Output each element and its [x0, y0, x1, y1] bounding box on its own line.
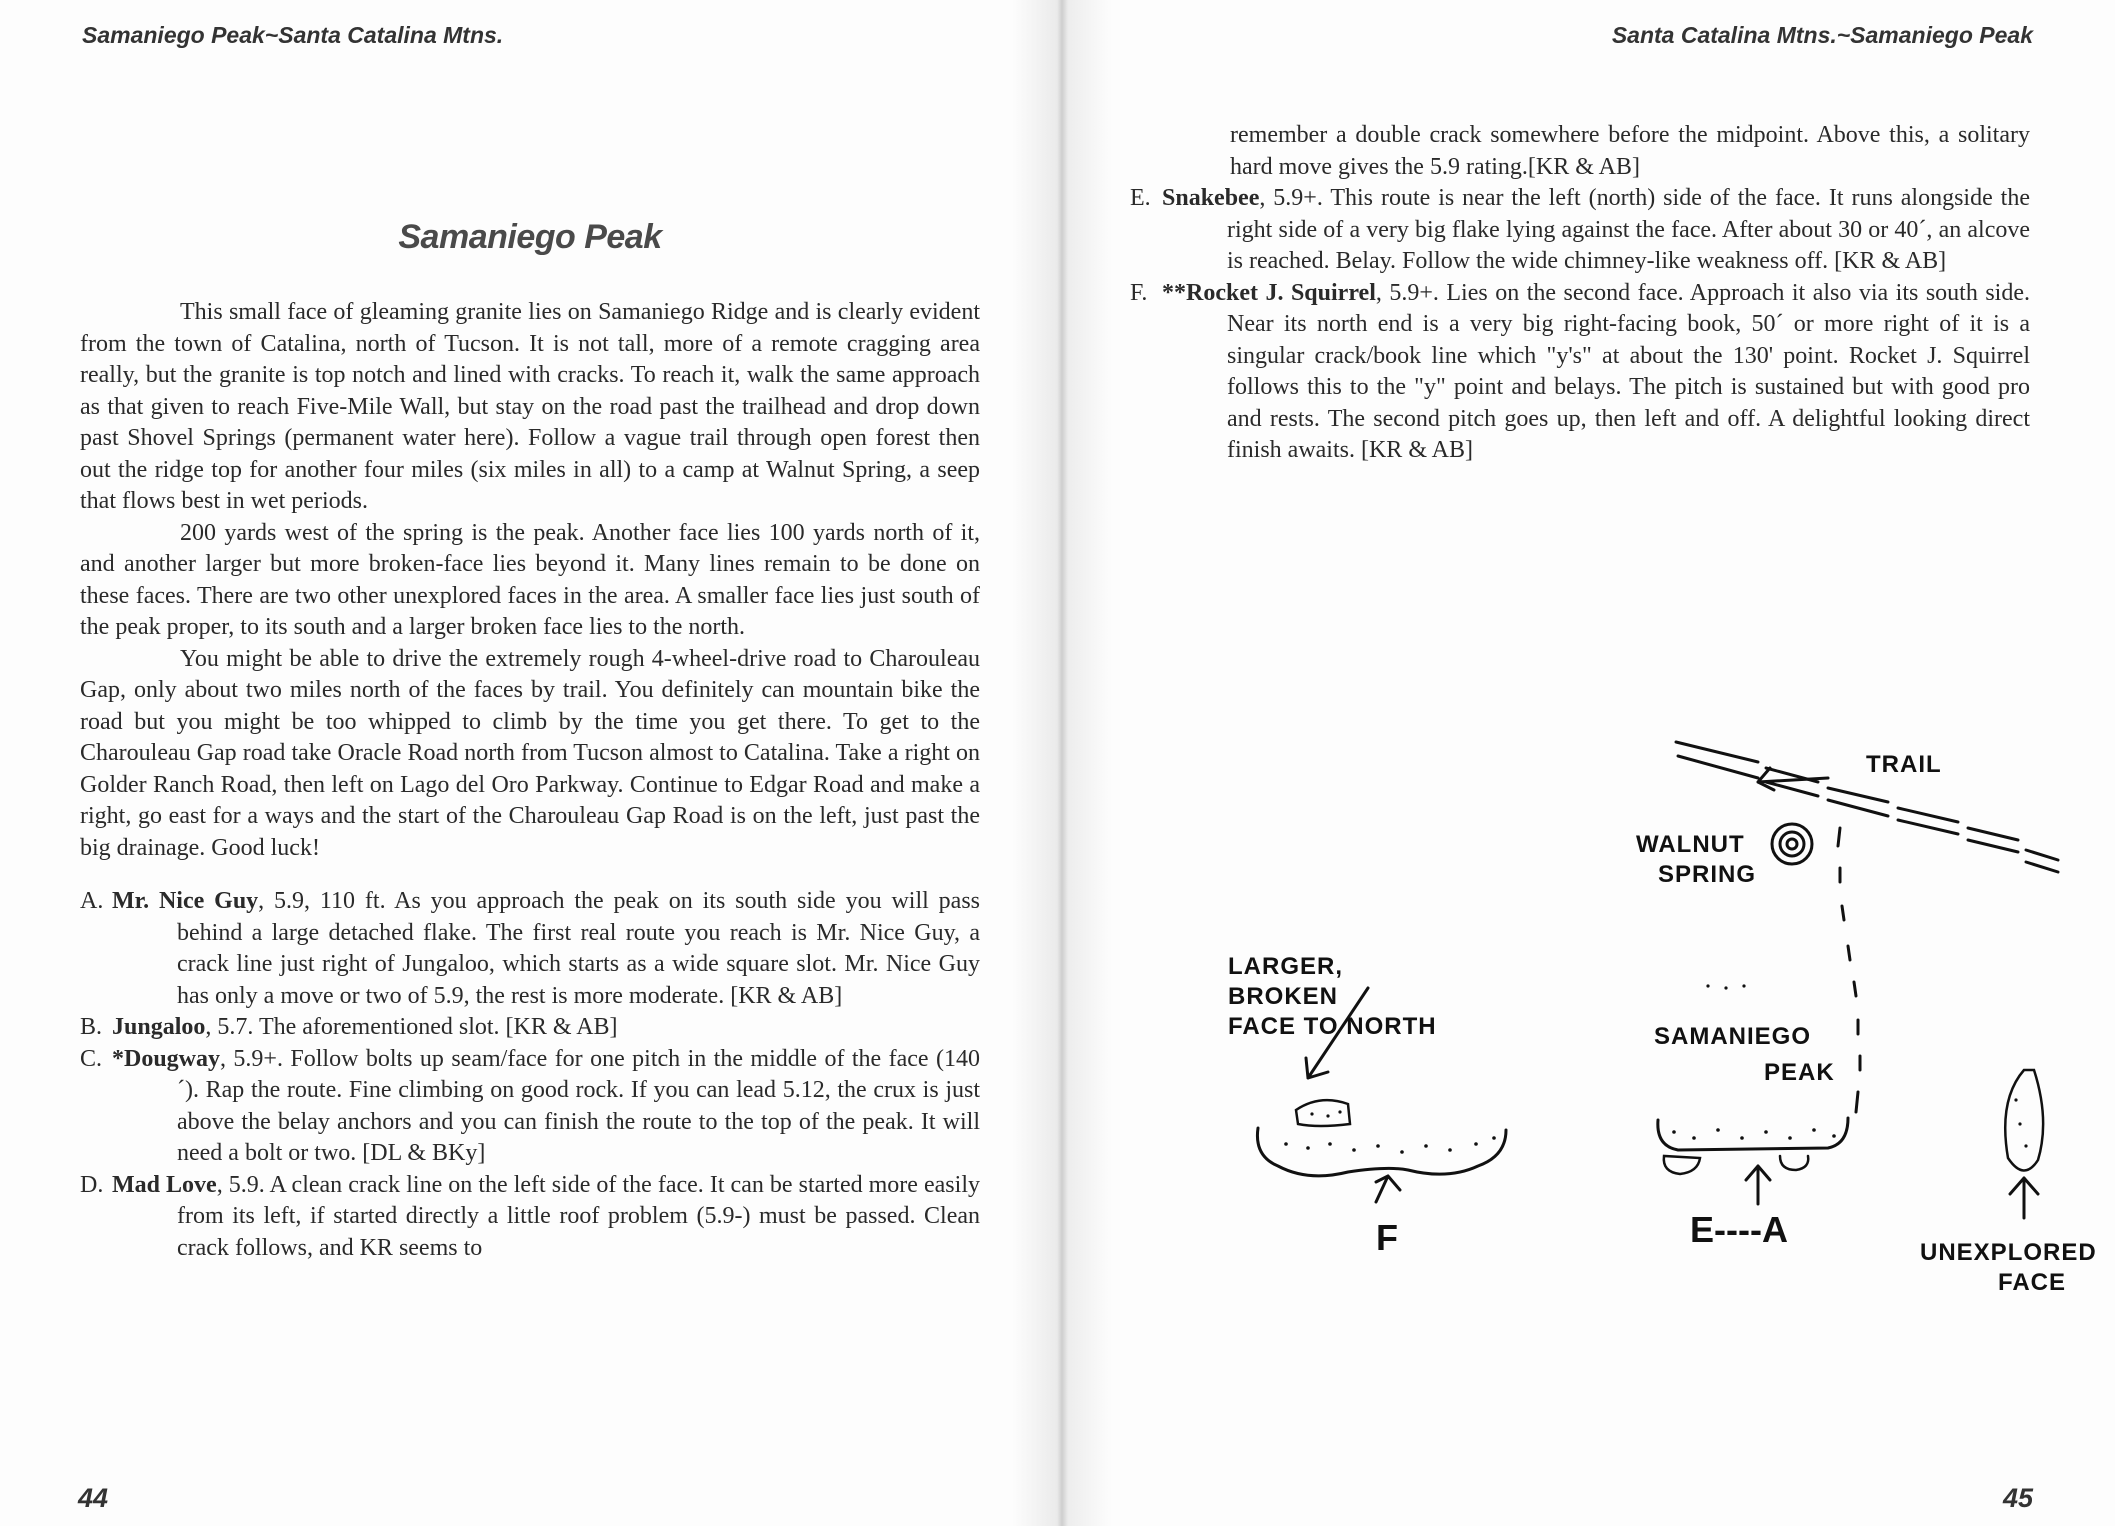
route-name: Mad Love — [112, 1171, 217, 1198]
broken-label: BROKEN — [1228, 983, 1339, 1010]
topo-sketch-map — [1058, 720, 2115, 1360]
walnut-spring-icon — [1772, 824, 1812, 864]
unexplored-face-outline — [2005, 1070, 2043, 1171]
left-body-text — [80, 297, 980, 1264]
paragraph-2: 200 yards west of the spring is the peak. Another face lies 100 yards north of it, and another larger but more broken-face lies beyond it. Many lines remain to be done on these faces. There are two other unexplored faces in the area. A smaller face lies just south of the peak proper, to its south and a larger broken face lies to the north. — [80, 519, 980, 640]
running-head-left: Samaniego Peak~Santa Catalina Mtns. — [82, 22, 504, 48]
route-name: Jungaloo — [112, 1014, 206, 1040]
page-number-left: 44 — [78, 1483, 109, 1513]
route-description: , 5.7. The aforementioned slot. [KR & AB] — [205, 1014, 618, 1040]
route-name: **Rocket J. Squirrel — [1162, 279, 1376, 306]
peak-face-base — [1664, 1156, 1700, 1174]
face-to-north-label: FACE TO NORTH — [1228, 1013, 1437, 1040]
route-description: , 5.9. A clean crack line on the left side of the face. It can be started more easily from its left, if started directly a little roof problem (5.9-) must be passed. Clean crack follows, and KR seems to — [177, 1171, 980, 1261]
trail-label: TRAIL — [1866, 751, 1942, 778]
route-name: *Dougway — [112, 1045, 221, 1072]
section-title: Samaniego Peak — [398, 218, 662, 256]
unexplored-label: UNEXPLORED — [1920, 1239, 2097, 1266]
route-name: Mr. Nice Guy — [112, 888, 259, 914]
unexplored-face-arrow — [2010, 1178, 2038, 1218]
route-b — [80, 1012, 980, 1044]
page-number-right: 45 — [2002, 1483, 2033, 1513]
approach-path — [1838, 828, 1860, 1112]
route-letter: A. — [80, 888, 104, 914]
face-ea-arrow — [1746, 1166, 1770, 1204]
route-list-left — [80, 886, 980, 1264]
route-letter: F. — [1130, 279, 1148, 306]
paragraph-3: You might be able to drive the extremely rough 4-wheel-drive road to Charouleau Gap, only about two miles north of the faces by trail. You definitely can mountain bike the road but you might be too whipped to climb by the time you get there. To get to the Charouleau Gap road take Oracle Road north from Tucson almost to Catalina. Take a right on Golder Ranch Road, then left on Lago del Oro Parkway. Continue to Edgar Road and make a right, go east for a ways and the start of the Charouleau Gap Road is on the left, just past the big drainage. Good luck! — [80, 645, 980, 861]
route-description: , 5.9, 110 ft. As you approach the peak on its south side you will pass behind a large detached flake. The first real route you reach is Mr. Nice Guy, a crack line just right of Jungaloo, which starts as a wide square slot. Mr. Nice Guy has only a move or two of 5.9, the rest is more moderate. [KR & AB] — [177, 888, 980, 1009]
route-e — [1130, 183, 2030, 278]
route-a — [80, 886, 980, 1012]
right-page — [1058, 0, 2115, 1526]
face-ea-label: E----A — [1690, 1209, 1788, 1250]
face-f-arrow — [1376, 1176, 1400, 1202]
broken-face — [1296, 1100, 1350, 1126]
walnut-label: WALNUT — [1636, 831, 1745, 858]
face-f-outline — [1257, 1128, 1506, 1176]
route-list-right — [1130, 183, 2030, 467]
larger-label: LARGER, — [1228, 953, 1343, 980]
trail-arrow — [1758, 768, 1828, 790]
rock-texture — [1284, 984, 2027, 1153]
face-f-label: F — [1376, 1217, 1398, 1258]
right-body-text — [1130, 120, 2030, 467]
paragraph-1: This small face of gleaming granite lies on Samaniego Ridge and is clearly evident from the town of Catalina, north of Tucson. It is not tall, more of a remote cragging area really, but the granite is top notch and lined with cracks. To reach it, walk the same approach as that given to reach Five-Mile Wall, but stay on the road past the trailhead and drop down past Shovel Springs (permanent water here). Follow a vague trail through open forest then out the ridge top for another four miles (six miles in all) to a camp at Walnut Spring, a seep that flows best in wet periods. — [80, 299, 980, 514]
route-d — [80, 1170, 980, 1265]
route-description: , 5.9+. Follow bolts up seam/face for one pitch in the middle of the face (140´). Rap the route. Fine climbing on good rock. If you can lead 5.12, the crux is just above the belay anchors and you can finish the route to the top of the peak. It will need a bolt or two. [DL & BKy] — [177, 1045, 980, 1166]
samaniego-label: SAMANIEGO — [1654, 1023, 1812, 1050]
running-head-right: Santa Catalina Mtns.~Samaniego Peak — [1611, 22, 2033, 48]
route-letter: C. — [80, 1045, 103, 1072]
spring-label: SPRING — [1658, 861, 1757, 888]
continuation-text: remember a double crack somewhere before the midpoint. Above this, a solitary hard move gives the 5.9 rating.[KR & AB] — [1230, 122, 2030, 180]
page-gutter — [1012, 0, 1112, 1526]
route-letter: B. — [80, 1014, 103, 1040]
route-letter: D. — [80, 1171, 104, 1198]
route-description: , 5.9+. This route is near the left (north) side of the face. It runs alongside the right side of a very big flake lying against the face. After about 30 or 40´, an alcove is reached. Belay. Follow the wide chimney-like weakness off. [KR & AB] — [1227, 185, 2030, 274]
route-letter: E. — [1130, 185, 1151, 211]
unexplored-face-label: FACE — [1998, 1269, 2067, 1296]
route-name: Snakebee — [1162, 185, 1260, 211]
route-description: , 5.9+. Lies on the second face. Approach it also via its south side. Near its north end is a very big right-facing book, 50´ or more right of it is a singular crack/book line which "y's" at about the 130' point. Rocket J. Squirrel follows this to the "y" point and belays. The pitch is sustained but with good pro and rests. The second pitch goes up, then left and off. A delightful looking direct finish awaits. [KR & AB] — [1227, 279, 2031, 463]
peak-label: PEAK — [1764, 1059, 1835, 1086]
peak-face-outline — [1658, 1118, 1848, 1150]
route-f — [1130, 278, 2030, 467]
route-c — [80, 1044, 980, 1170]
